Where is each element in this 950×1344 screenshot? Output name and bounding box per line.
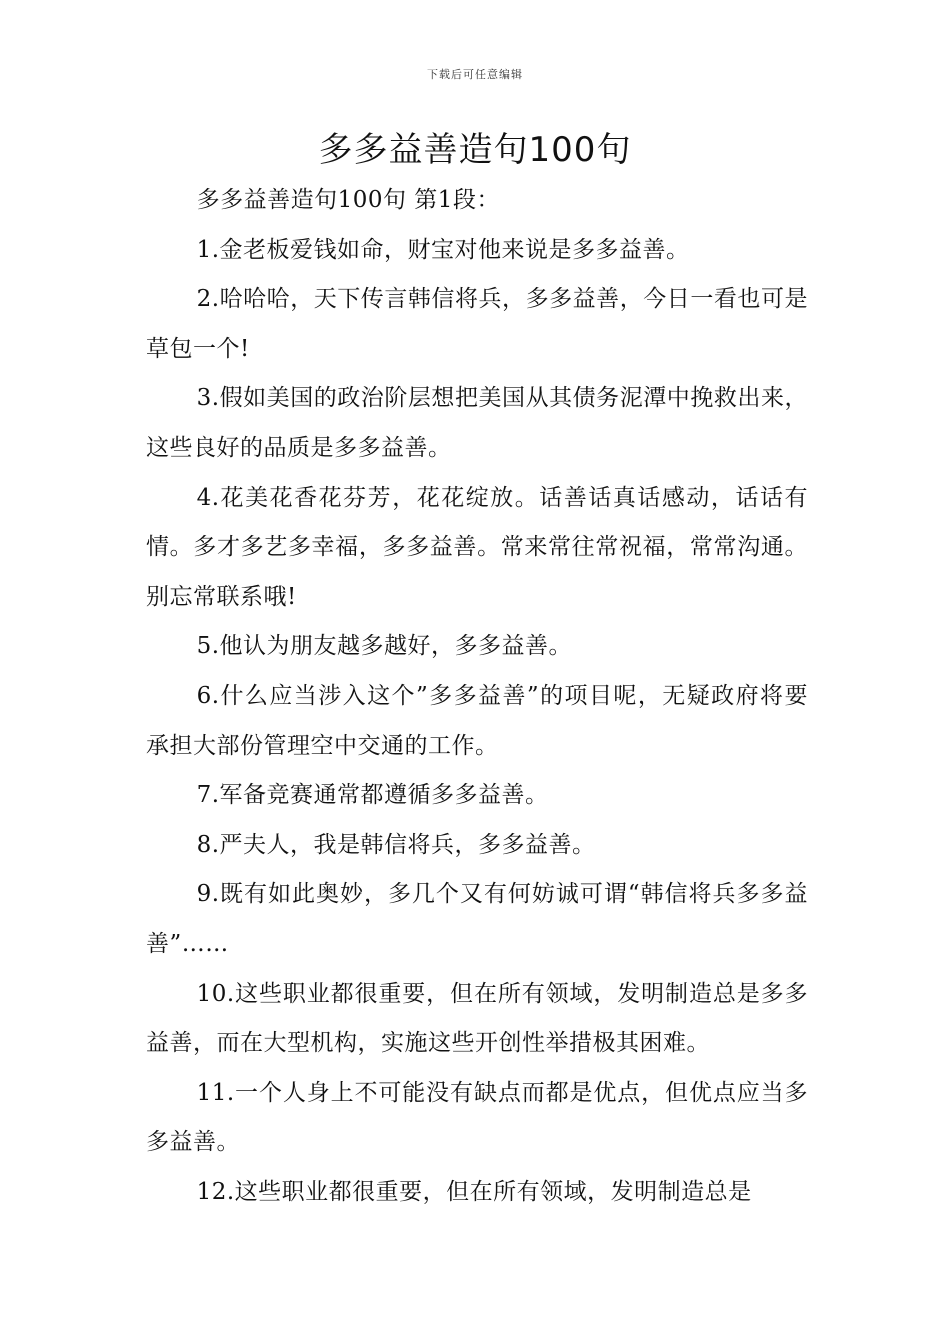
sentence-5: 5.他认为朋友越多越好，多多益善。	[196, 633, 573, 660]
sentence-12: 12.这些职业都很重要，但在所有领域，发明制造总是	[196, 1178, 752, 1205]
sentence-9: 9.既有如此奥妙，多几个又有何妨诚可谓“韩信将兵多多益善”……	[146, 881, 808, 957]
sentence-3: 3.假如美国的政治阶层想把美国从其债务泥潭中挽救出来，这些良好的品质是多多益善。	[146, 385, 808, 461]
sentence-2: 2.哈哈哈，天下传言韩信将兵，多多益善，今日一看也可是草包一个!	[146, 286, 808, 362]
header-note: 下载后可任意编辑	[427, 68, 523, 81]
page-title: 多多益善造句100句	[318, 130, 632, 170]
sentence-7: 7.军备竞赛通常都遵循多多益善。	[196, 782, 549, 809]
sentence-6: 6.什么应当涉入这个”多多益善”的项目呢，无疑政府将要承担大部份管理空中交通的工作。	[146, 682, 808, 759]
section-heading: 多多益善造句100句 第1段：	[196, 187, 500, 213]
sentence-11: 11.一个人身上不可能没有缺点而都是优点，但优点应当多多益善。	[146, 1079, 808, 1156]
document-body	[146, 176, 808, 1217]
sentence-4: 4.花美花香花芬芳，花花绽放。话善话真话感动，话话有情。多才多艺多幸福，多多益善。常来常往常祝福，常常沟通。别忘常联系哦!	[146, 484, 808, 610]
sentence-10: 10.这些职业都很重要，但在所有领域，发明制造总是多多益善，而在大型机构，实施这些开创性举措极其困难。	[146, 980, 808, 1057]
sentence-1: 1.金老板爱钱如命，财宝对他来说是多多益善。	[196, 236, 690, 263]
sentence-8: 8.严夫人，我是韩信将兵，多多益善。	[196, 831, 596, 858]
